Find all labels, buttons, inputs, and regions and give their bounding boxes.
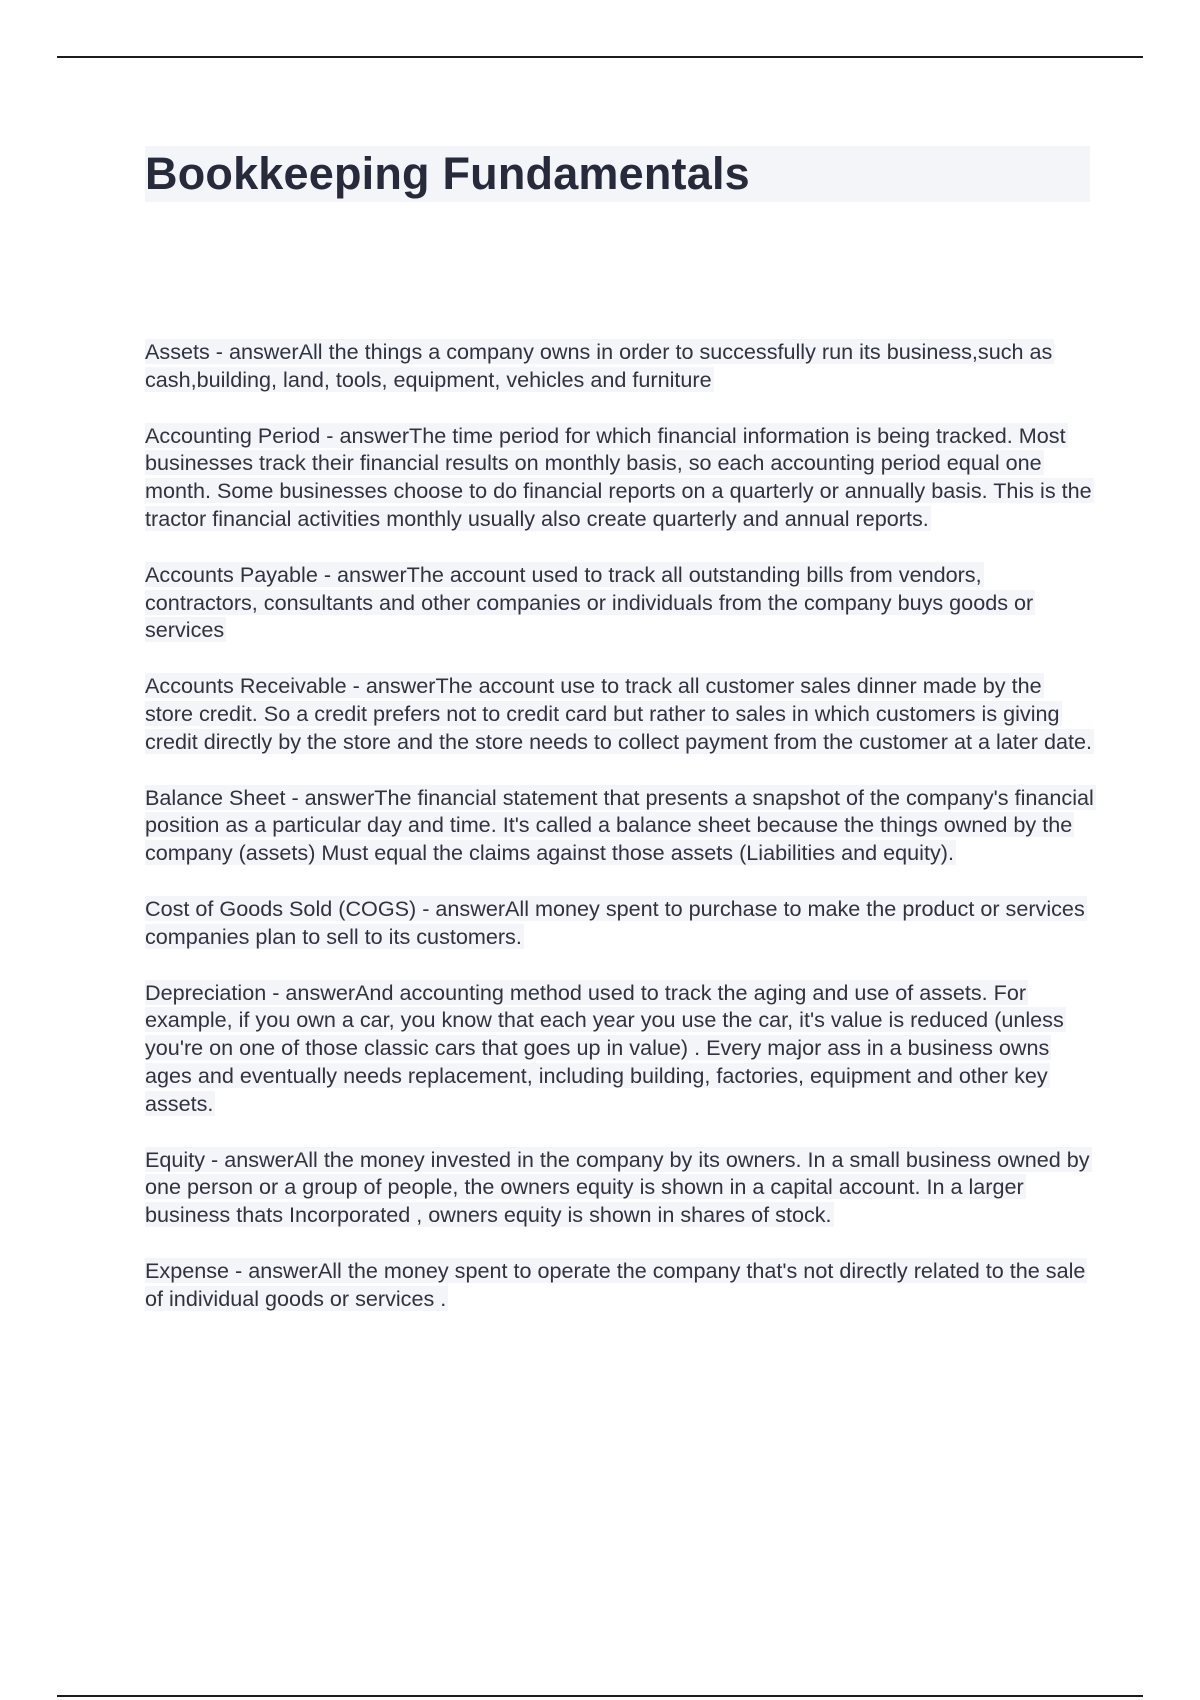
definition-list (145, 338, 1095, 1341)
page-title: Bookkeeping Fundamentals (145, 148, 750, 199)
definition-depreciation (145, 979, 1095, 1118)
definition-text: Depreciation - answerAnd accounting method used to track the aging and use of assets. For example, if you own a car, you know that each year you use the car, it's value is reduced (unless you're on one of those classic cars that goes up in value) . Every major ass in a business owns ages and eventually needs replacement, including building, factories, equipment and other key assets. (145, 979, 1064, 1116)
bottom-rule (57, 1695, 1143, 1697)
definition-text: Equity - answerAll the money invested in the company by its owners. In a small business owned by one person or a group of people, the owners equity is shown in a capital account. In a larger business thats Incorporated , owners equity is shown in shares of stock. (145, 1146, 1090, 1228)
definition-balance-sheet (145, 784, 1095, 867)
definition-text: Accounting Period - answerThe time period for which financial information is being tracked. Most businesses track their financial results on monthly basis, so each accounting period equal one month. Some businesses choose to do financial reports on a quarterly or annually basis. This is the tractor financial activities monthly usually also create quarterly and annual reports. (145, 422, 1092, 531)
definition-text: Expense - answerAll the money spent to operate the company that's not directly related to the sale of individual goods or services . (145, 1257, 1086, 1311)
definition-accounts-payable (145, 561, 1095, 644)
definition-text: Accounts Payable - answerThe account used to track all outstanding bills from vendors, contractors, consultants and other companies or individuals from the company buys goods or services (145, 561, 1034, 643)
title-block (145, 146, 1090, 202)
definition-text: Balance Sheet - answerThe financial statement that presents a snapshot of the company's financial position as a particular day and time. It's called a balance sheet because the things owned by the company (assets) Must equal the claims against those assets (Liabilities and equity). (145, 784, 1094, 866)
definition-text: Assets - answerAll the things a company owns in order to successfully run its business,such as cash,building, land, tools, equipment, vehicles and furniture (145, 339, 1053, 392)
definition-cogs (145, 895, 1095, 951)
definition-equity (145, 1146, 1095, 1229)
definition-accounts-receivable (145, 672, 1095, 755)
top-rule (57, 56, 1143, 58)
definition-accounting-period (145, 422, 1095, 533)
definition-expense (145, 1257, 1095, 1313)
definition-text: Cost of Goods Sold (COGS) - answerAll money spent to purchase to make the product or services companies plan to sell to its customers. (145, 895, 1085, 949)
definition-assets (145, 338, 1095, 394)
definition-text: Accounts Receivable - answerThe account use to track all customer sales dinner made by the store credit. So a credit prefers not to credit card but rather to sales in which customers is giving credit directly by the store and the store needs to collect payment from the customer at a later date. (145, 673, 1093, 754)
